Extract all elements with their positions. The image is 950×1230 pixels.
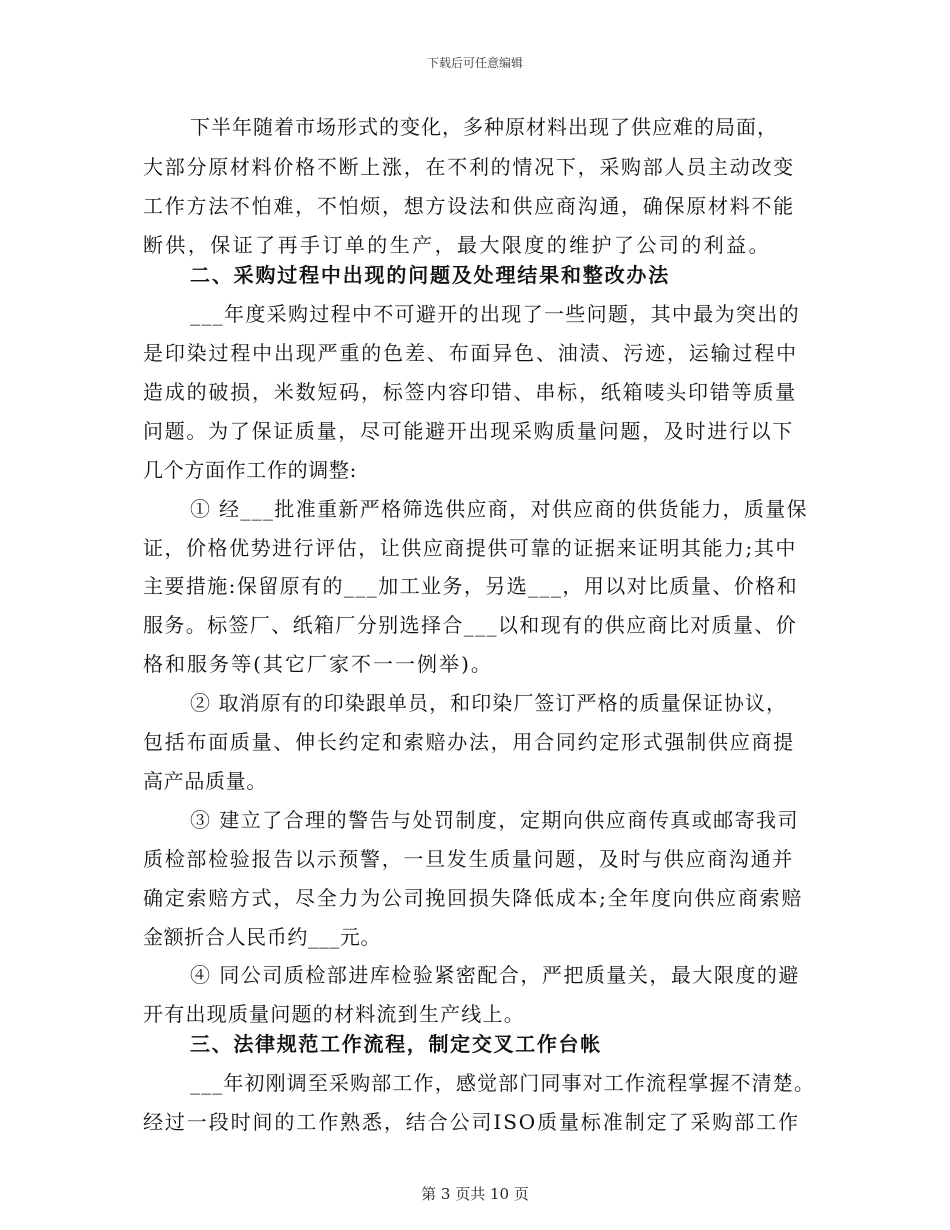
page-header: 下载后可任意编辑 (426, 56, 523, 70)
paragraph-line: 确定索赔方式，尽全力为公司挽回损失降低成本;全年度向供应商索赔 (143, 886, 804, 910)
paragraph-line: 格和服务等(其它厂家不一一例举)。 (143, 652, 493, 676)
paragraph-line: ___年度采购过程中不可避开的出现了一些问题，其中最为突出的 (190, 302, 800, 326)
paragraph-line: 金额折合人民币约___元。 (143, 925, 382, 949)
paragraph-line: 问题。为了保证质量，尽可能避开出现采购质量问题，及时进行以下 (143, 419, 794, 443)
paragraph-line: 断供，保证了再手订单的生产，最大限度的维护了公司的利益。 (143, 233, 772, 257)
paragraph-line: 经过一段时间的工作熟悉，结合公司ISO质量标准制定了采购部工作 (143, 1110, 800, 1134)
paragraph-line: 造成的破损，米数短码，标签内容印错、串标，纸箱唛头印错等质量 (143, 380, 797, 404)
paragraph-line: 几个方面作工作的调整: (143, 458, 357, 482)
paragraph-line: 高产品质量。 (143, 769, 268, 793)
paragraph-line: 证，价格优势进行评估，让供应商提供可靠的证据来证明其能力;其中 (143, 536, 797, 560)
paragraph-line: 主要措施:保留原有的___加工业务，另选___，用以对比质量、价格和 (143, 574, 799, 598)
paragraph-line: ④ 同公司质检部进库检验紧密配合，严把质量关，最大限度的避 (190, 963, 800, 987)
paragraph-line: 是印染过程中出现严重的色差、布面异色、油渍、污迹，运输过程中 (143, 341, 798, 365)
paragraph-line: ① 经___批准重新严格筛选供应商，对供应商的供货能力，质量保 (190, 497, 808, 521)
page-footer: 第 3 页共 10 页 (421, 1185, 529, 1203)
paragraph-line: 工作方法不怕难，不怕烦，想方设法和供应商沟通，确保原材料不能 (143, 194, 795, 218)
section-heading: 二、采购过程中出现的问题及处理结果和整改办法 (190, 263, 671, 287)
paragraph-line: 服务。标签厂、纸箱厂分别选择合___以和现有的供应商比对质量、价 (143, 613, 798, 637)
paragraph-line: 大部分原材料价格不断上涨，在不利的情况下，采购部人员主动改变 (143, 155, 795, 179)
paragraph-line: ② 取消原有的印染跟单员，和印染厂签订严格的质量保证协议， (190, 691, 788, 715)
paragraph-line: ③ 建立了合理的警告与处罚制度，定期向供应商传真或邮寄我司 (190, 808, 799, 832)
paragraph-line: 质检部检验报告以示预警，一旦发生质量问题，及时与供应商沟通并 (143, 847, 794, 871)
paragraph-line: 下半年随着市场形式的变化，多种原材料出现了供应难的局面， (190, 115, 778, 139)
section-heading: 三、法律规范工作流程，制定交叉工作台帐 (190, 1032, 602, 1056)
paragraph-line: 开有出现质量问题的材料流到生产线上。 (143, 1002, 525, 1026)
paragraph-line: 包括布面质量、伸长约定和索赔办法，用合同约定形式强制供应商提 (143, 730, 795, 754)
paragraph-line: ___年初刚调至采购部工作，感觉部门同事对工作流程掌握不清楚。 (190, 1071, 816, 1095)
